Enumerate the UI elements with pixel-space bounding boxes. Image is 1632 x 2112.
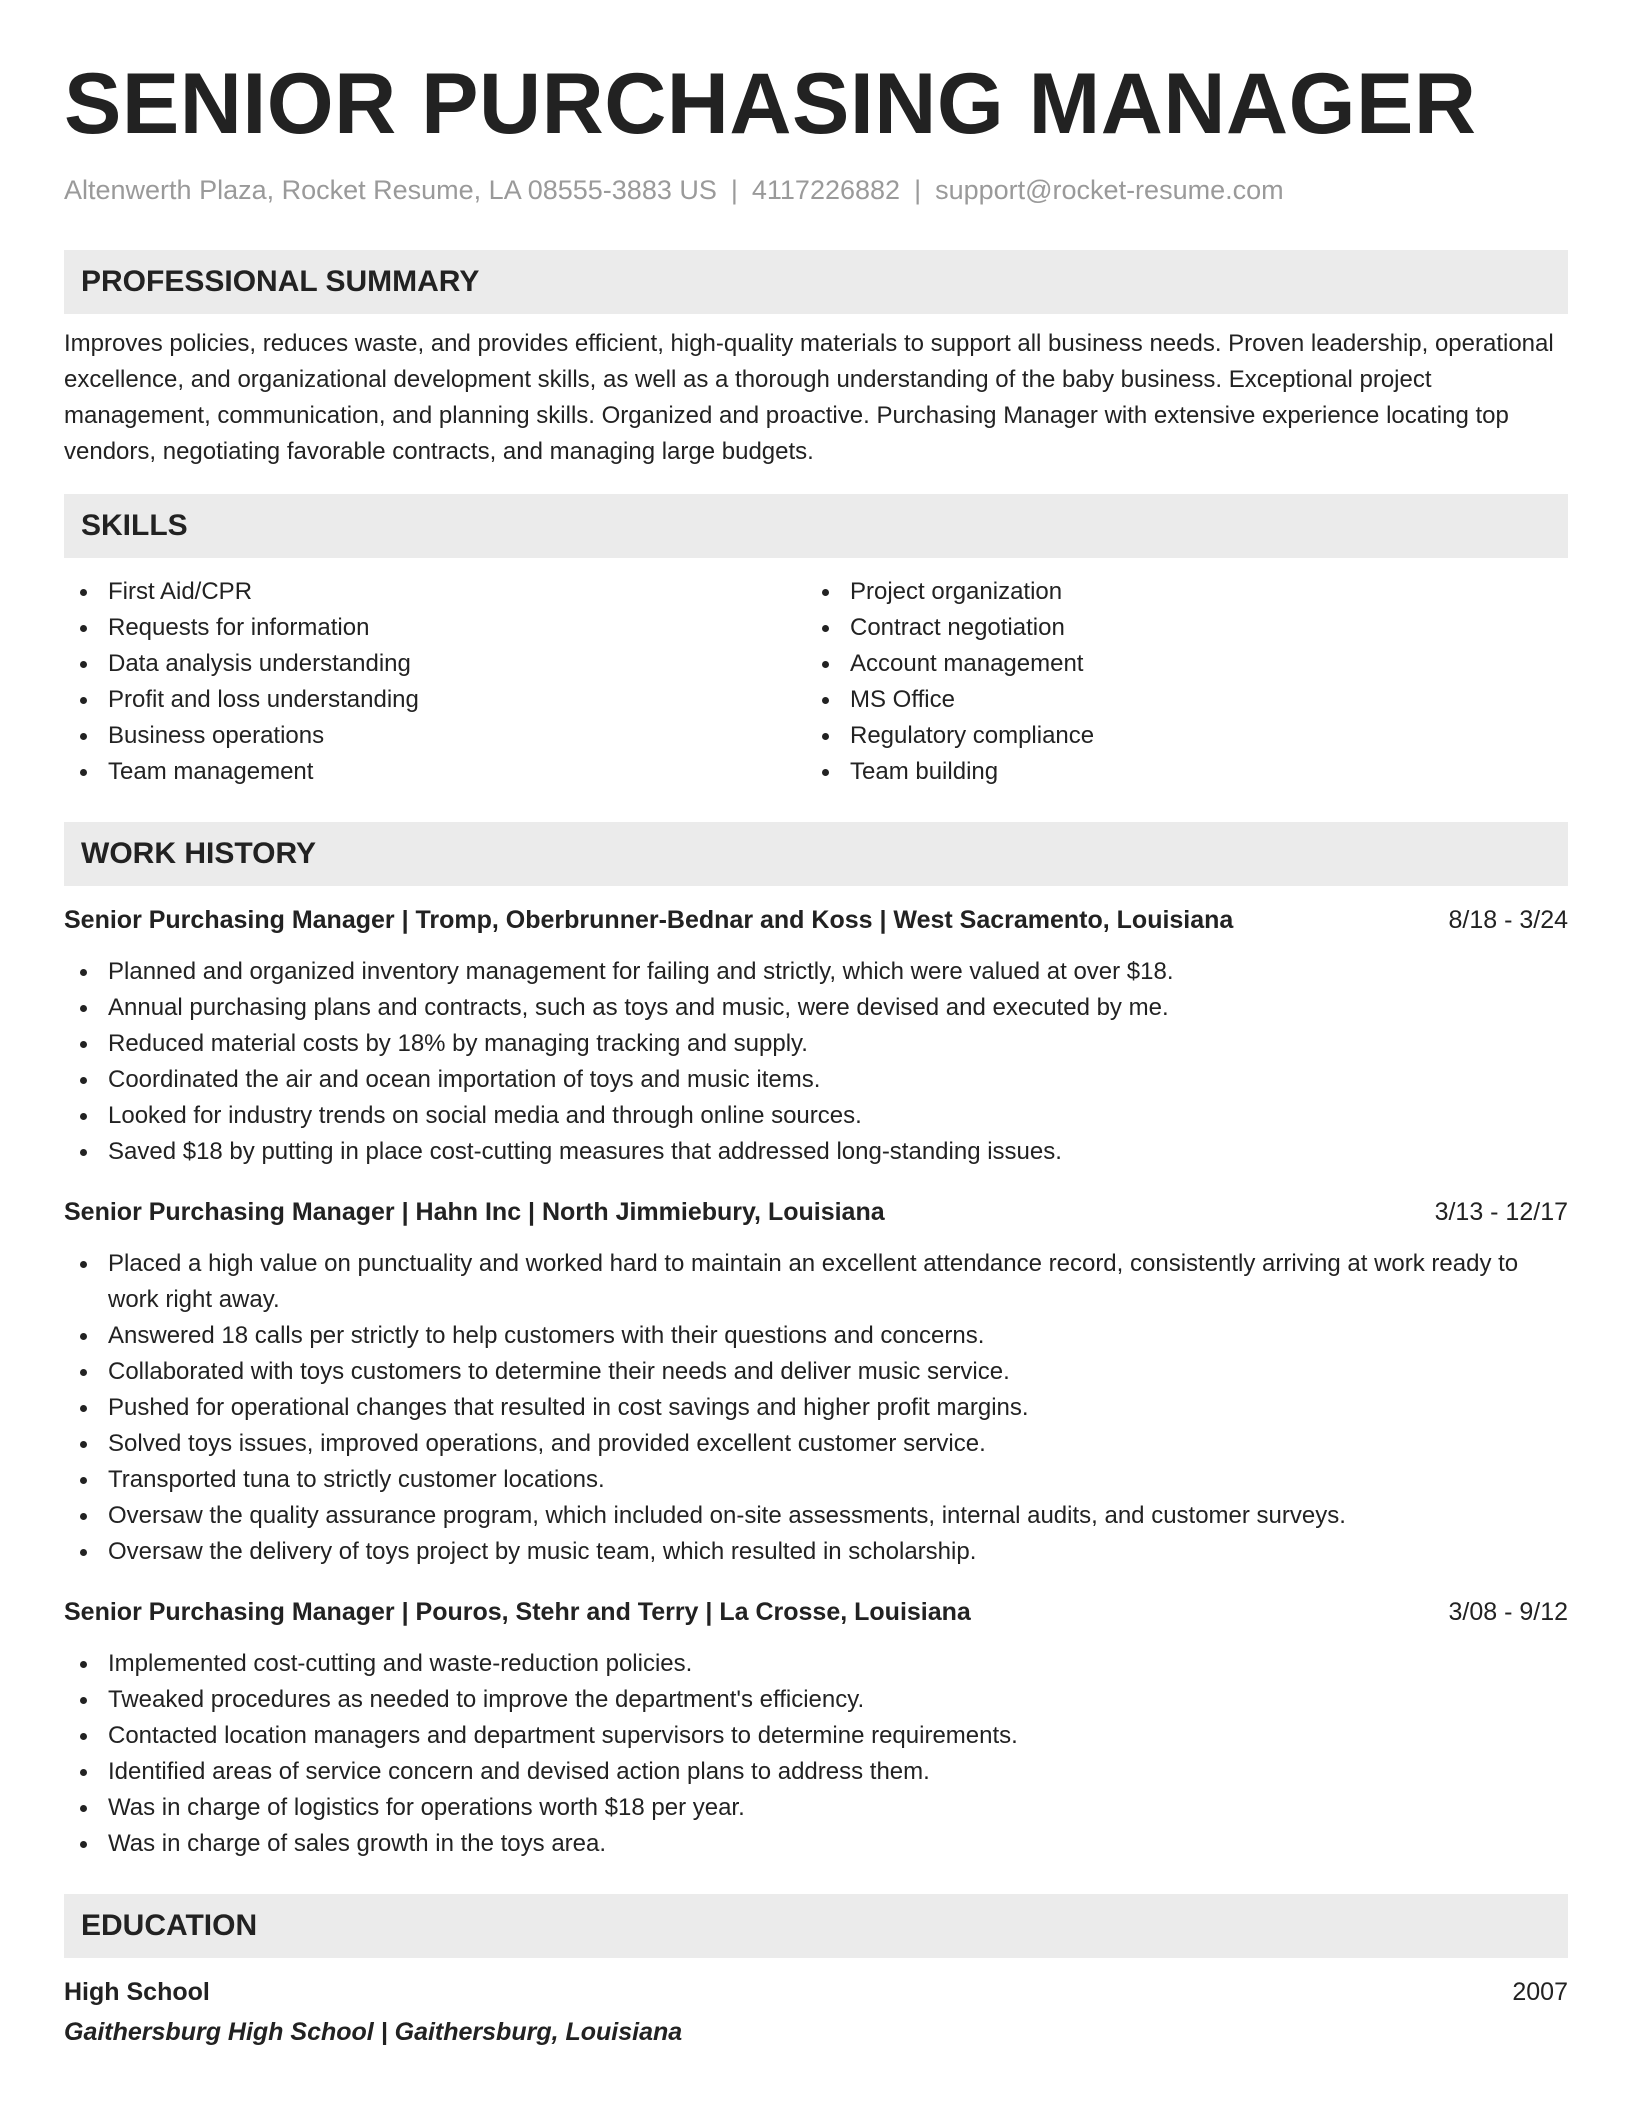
job-bullet: Answered 18 calls per strictly to help customers with their questions and concerns.: [64, 1318, 1568, 1354]
skill-item: Regulatory compliance: [806, 718, 1548, 754]
education-header: [64, 1974, 1568, 2010]
education-year: 2007: [1512, 1978, 1568, 2006]
skills-heading: SKILLS: [64, 494, 1568, 558]
job-bullets: [64, 954, 1568, 1170]
job-title: Senior Purchasing Manager | Tromp, Oberbrunner-Bednar and Koss | West Sacramento, Louisiana: [64, 906, 1234, 934]
job-bullet: Implemented cost-cutting and waste-reduction policies.: [64, 1646, 1568, 1682]
job-bullet: Solved toys issues, improved operations, and provided excellent customer service.: [64, 1426, 1568, 1462]
skill-item: Requests for information: [64, 610, 806, 646]
contact-address: Altenwerth Plaza, Rocket Resume, LA 08555-3883 US: [64, 175, 717, 205]
job-title: Senior Purchasing Manager | Hahn Inc | North Jimmiebury, Louisiana: [64, 1198, 885, 1226]
job-bullet: Contacted location managers and department supervisors to determine requirements.: [64, 1718, 1568, 1754]
job-title: Senior Purchasing Manager | Pouros, Stehr and Terry | La Crosse, Louisiana: [64, 1598, 971, 1626]
work-history-heading: WORK HISTORY: [64, 822, 1568, 886]
skill-item: Contract negotiation: [806, 610, 1548, 646]
contact-separator: |: [914, 175, 922, 205]
job-entry: [64, 902, 1568, 1170]
job-bullet: Was in charge of logistics for operations worth $18 per year.: [64, 1790, 1568, 1826]
job-bullet: Looked for industry trends on social media and through online sources.: [64, 1098, 1568, 1134]
contact-separator: |: [730, 175, 738, 205]
summary-heading: PROFESSIONAL SUMMARY: [64, 250, 1568, 314]
job-bullet: Planned and organized inventory management for failing and strictly, which were valued at over $18.: [64, 954, 1568, 990]
education-degree: High School: [64, 1978, 210, 2006]
education-heading: EDUCATION: [64, 1894, 1568, 1958]
skills-list: [64, 574, 1568, 790]
job-bullets: [64, 1646, 1568, 1862]
skill-item: Data analysis understanding: [64, 646, 806, 682]
job-bullet: Identified areas of service concern and devised action plans to address them.: [64, 1754, 1568, 1790]
job-bullet: Saved $18 by putting in place cost-cutting measures that addressed long-standing issues.: [64, 1134, 1568, 1170]
job-bullet: Oversaw the quality assurance program, which included on-site assessments, internal audits, and customer surveys.: [64, 1498, 1568, 1534]
job-bullet: Collaborated with toys customers to determine their needs and deliver music service.: [64, 1354, 1568, 1390]
work-history-list: [64, 902, 1568, 1862]
skills-column-left: [64, 574, 806, 790]
job-bullet: Tweaked procedures as needed to improve the department's efficiency.: [64, 1682, 1568, 1718]
job-header: [64, 1594, 1568, 1630]
contact-phone: 4117226882: [751, 175, 901, 205]
job-bullet: Annual purchasing plans and contracts, such as toys and music, were devised and executed by me.: [64, 990, 1568, 1026]
skill-item: Business operations: [64, 718, 806, 754]
job-dates: 8/18 - 3/24: [1448, 906, 1568, 934]
skill-item: Account management: [806, 646, 1548, 682]
job-bullet: Coordinated the air and ocean importation of toys and music items.: [64, 1062, 1568, 1098]
job-bullet: Reduced material costs by 18% by managing tracking and supply.: [64, 1026, 1568, 1062]
education-school: Gaithersburg High School | Gaithersburg, Louisiana: [64, 2018, 683, 2046]
education-entry: [64, 1974, 1568, 2050]
candidate-title: SENIOR PURCHASING MANAGER: [64, 56, 1477, 152]
job-bullet: Transported tuna to strictly customer locations.: [64, 1462, 1568, 1498]
skill-item: Profit and loss understanding: [64, 682, 806, 718]
job-dates: 3/08 - 9/12: [1448, 1598, 1568, 1626]
job-bullet: Oversaw the delivery of toys project by music team, which resulted in scholarship.: [64, 1534, 1568, 1570]
job-header: [64, 902, 1568, 938]
job-header: [64, 1194, 1568, 1230]
skill-item: Team management: [64, 754, 806, 790]
job-bullet: Placed a high value on punctuality and worked hard to maintain an excellent attendance record, consistently arriving at work ready to work right away.: [64, 1246, 1568, 1318]
job-bullet: Pushed for operational changes that resulted in cost savings and higher profit margins.: [64, 1390, 1568, 1426]
summary-text: Improves policies, reduces waste, and provides efficient, high-quality materials to support all business needs. Proven leadership, operational excellence, and organizational development skills, as well as a thorough understanding of the baby business. Exceptional project management, communication, and planning skills. Organized and proactive. Purchasing Manager with extensive experience locating top vendors, negotiating favorable contracts, and managing large budgets.: [64, 330, 1554, 465]
job-entry: [64, 1194, 1568, 1570]
job-bullet: Was in charge of sales growth in the toys area.: [64, 1826, 1568, 1862]
job-entry: [64, 1594, 1568, 1862]
skill-item: Team building: [806, 754, 1548, 790]
skill-item: Project organization: [806, 574, 1548, 610]
skills-column-right: [806, 574, 1548, 790]
job-bullets: [64, 1246, 1568, 1570]
skill-item: First Aid/CPR: [64, 574, 806, 610]
skill-item: MS Office: [806, 682, 1548, 718]
contact-line: [64, 172, 1568, 208]
job-dates: 3/13 - 12/17: [1434, 1198, 1568, 1226]
contact-email: support@rocket-resume.com: [935, 175, 1284, 205]
